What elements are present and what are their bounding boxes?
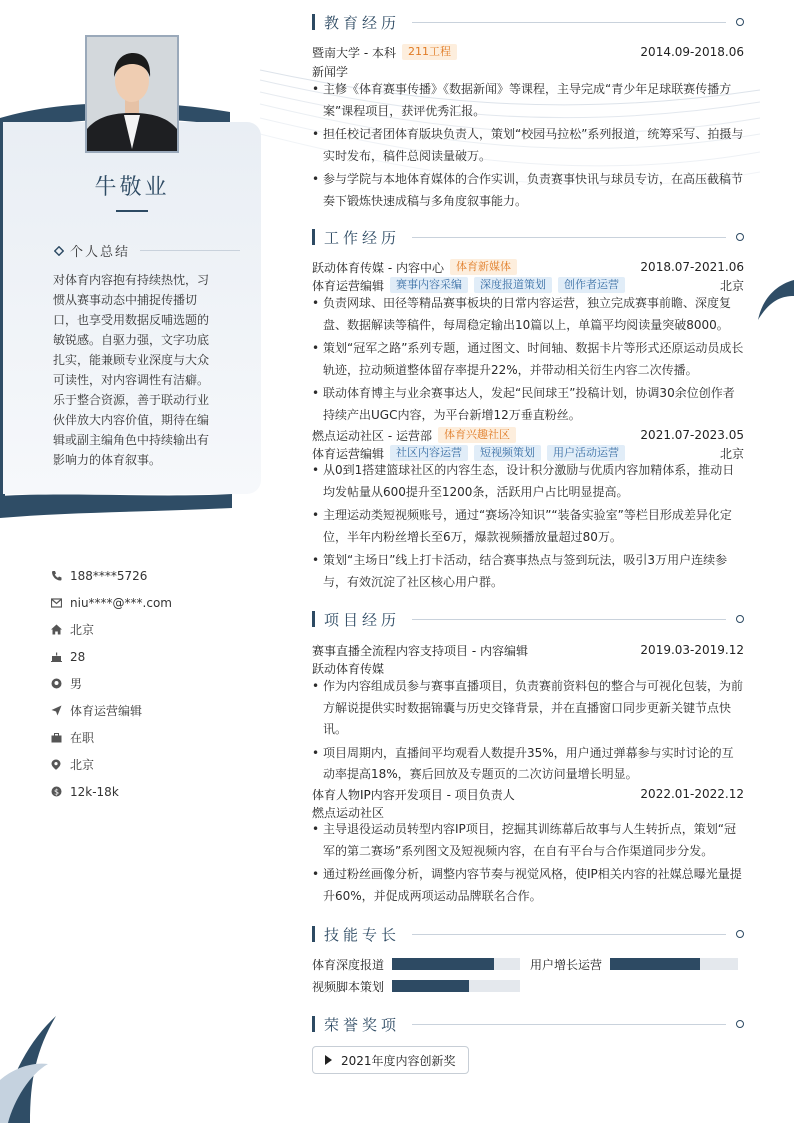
education-major-row (312, 62, 744, 80)
section-title: 教育经历 (324, 13, 401, 32)
company-name: 燃点运动社区 - 运营部 (312, 428, 432, 443)
list-item: • 联动体育博主与业余赛事达人，发起“民间球王”投稿计划，协调30余位创作者持续产出UGC内容，为平台新增12万垂直粉丝。 (312, 383, 744, 426)
section-marker (312, 1016, 315, 1032)
contact-salary (50, 778, 172, 805)
contact-status (50, 724, 172, 751)
section-divider (412, 22, 726, 23)
send-icon (50, 705, 62, 717)
skill-bar-fill (392, 958, 494, 970)
work-city: 北京 (719, 278, 744, 293)
diamond-icon (734, 16, 745, 27)
phone-icon (50, 570, 62, 582)
work-bullets (312, 460, 744, 595)
skill-bar-fill (610, 958, 700, 970)
education-bullets (312, 79, 744, 214)
job-role: 体育运营编辑 (312, 278, 385, 293)
work-header (312, 426, 744, 444)
skill-tag: 创作者运营 (558, 277, 625, 293)
major: 新闻学 (312, 64, 349, 79)
work-date: 2018.07-2021.06 (640, 260, 744, 274)
cake-icon (50, 651, 62, 663)
list-item: • 担任校记者团体育版块负责人，策划“校园马拉松”系列报道，统筹采写、拍摄与实时发布，稿件总阅读量破万。 (312, 124, 744, 167)
list-item: • 作为内容组成员参与赛事直播项目，负责赛前资料包的整合与可视化包装，为前方解说提供实时数据锦囊与历史交锋背景，并在直播窗口同步更新关键节点快讯。 (312, 676, 744, 741)
diamond-icon (734, 613, 745, 624)
list-item: • 主理运动类短视频账号，通过“赛场冷知识”“装备实验室”等栏目形成差异化定位，半年内粉丝增长至6万，爆款视频播放量超过80万。 (312, 505, 744, 548)
education-header (312, 43, 744, 61)
skill-tag: 用户活动运营 (547, 445, 625, 461)
contact-position (50, 697, 172, 724)
skill-bar (392, 980, 520, 992)
company-tag: 体育兴趣社区 (438, 427, 516, 443)
list-item: • 参与学院与本地体育媒体的合作实训，负责赛事快讯与球员专访，在高压截稿节奏下锻炼快速成稿与多角度叙事能力。 (312, 169, 744, 212)
skill-bar-fill (392, 980, 469, 992)
skill-name: 视频脚本策划 (312, 979, 385, 994)
project-bullets (312, 819, 744, 909)
contact-list (50, 562, 172, 805)
location-icon (50, 759, 62, 771)
diamond-icon (734, 231, 745, 242)
list-item: • 策划“冠军之路”系列专题，通过图文、时间轴、数据卡片等形式还原运动员成长轨迹，拉动频道整体留存率提升22%，并带动相关衍生内容二次传播。 (312, 338, 744, 381)
list-item: • 策划“主场日”线上打卡活动，结合赛事热点与签到玩法，吸引3万用户连续参与，有效沉淀了社区核心用户群。 (312, 550, 744, 593)
contact-text: 在职 (70, 731, 95, 745)
award-name: 2021年度内容创新奖 (341, 1053, 456, 1068)
project-bullets (312, 676, 744, 788)
contact-text: 28 (70, 649, 86, 664)
work-header (312, 258, 744, 276)
work-bullets (312, 293, 744, 428)
svg-text:$: $ (53, 787, 59, 797)
contact-phone (50, 562, 172, 589)
education-date: 2014.09-2018.06 (640, 45, 744, 59)
skill-bar (610, 958, 738, 970)
skill-tag: 深度报道策划 (474, 277, 552, 293)
work-city: 北京 (719, 446, 744, 461)
contact-text: 12k-18k (70, 784, 119, 799)
contact-gender (50, 670, 172, 697)
award-badge (312, 1046, 469, 1074)
skills-section-header (312, 924, 744, 944)
awards-section-header (312, 1014, 744, 1034)
job-role: 体育运营编辑 (312, 446, 385, 461)
summary-text: 对体育内容抱有持续热忱，习惯从赛事动态中捕捉传播切口，也享受用数据反哺选题的敏锐感。自驱力强，文字功底扎实，能兼顾专业深度与大众可读性，对内容调性有洁癖。乐于整合资源，善于联动行业伙伴放大内容价值，期待在编辑或副主编角色中持续输出有影响力的体育叙事。 (53, 273, 210, 467)
work-role-row (312, 276, 744, 294)
portrait-image (87, 37, 177, 151)
skill-name: 用户增长运营 (530, 957, 603, 972)
project-org: 燃点运动社区 (312, 805, 385, 820)
skill-tag: 社区内容运营 (390, 445, 468, 461)
work-date: 2021.07-2023.05 (640, 428, 744, 442)
candidate-name: 牛敬业 (94, 175, 170, 200)
section-marker (312, 926, 315, 942)
project-title: 体育人物IP内容开发项目 - 项目负责人 (312, 787, 515, 802)
project-org: 跃动体育传媒 (312, 661, 385, 676)
avatar (85, 35, 179, 153)
contact-text: 体育运营编辑 (70, 704, 143, 718)
name-underline (116, 210, 148, 212)
project-date: 2019.03-2019.12 (640, 643, 744, 657)
briefcase-icon (50, 732, 62, 744)
company-tag: 体育新媒体 (450, 259, 517, 275)
contact-text: 188****5726 (70, 568, 148, 583)
list-item: • 通过粉丝画像分析，调整内容节奏与视觉风格，使IP相关内容的社媒总曝光量提升60%，并促成两项运动品牌联名合作。 (312, 864, 744, 907)
play-icon (325, 1055, 332, 1065)
section-divider (412, 237, 726, 238)
contact-text: niu****@***.com (70, 595, 172, 610)
section-divider (412, 1024, 726, 1025)
list-item: • 主修《体育赛事传播》《数据新闻》等课程，主导完成“青少年足球联赛传播方案”课程项目，获评优秀汇报。 (312, 79, 744, 122)
section-title: 工作经历 (324, 228, 401, 247)
skill-tag: 赛事内容采编 (390, 277, 468, 293)
section-title: 技能专长 (324, 925, 401, 944)
diamond-icon (54, 246, 64, 256)
list-item: • 从0到1搭建篮球社区的内容生态，设计积分激励与优质内容加精体系，推动日均发帖量从600提升至1200条，活跃用户占比明显提高。 (312, 460, 744, 503)
project-header (312, 785, 744, 803)
section-marker (312, 14, 315, 30)
mail-icon (50, 597, 62, 609)
section-title: 项目经历 (324, 610, 401, 629)
contact-text: 北京 (70, 623, 95, 637)
contact-text: 北京 (70, 758, 95, 772)
contact-home (50, 616, 172, 643)
section-marker (312, 229, 315, 245)
contact-age (50, 643, 172, 670)
skill-bar (392, 958, 520, 970)
diamond-icon (734, 1018, 745, 1029)
project-date: 2022.01-2022.12 (640, 787, 744, 801)
project-org-row (312, 659, 744, 677)
summary-heading (54, 241, 130, 260)
section-title: 荣誉奖项 (324, 1015, 401, 1034)
gender-icon (50, 678, 62, 690)
skill-tag: 短视频策划 (474, 445, 541, 461)
salary-icon (50, 786, 62, 798)
education-section-header (312, 12, 744, 32)
summary-divider (140, 250, 240, 251)
work-section-header (312, 227, 744, 247)
list-item: • 主导退役运动员转型内容IP项目，挖掘其训练幕后故事与人生转折点，策划“冠军的第二赛场”系列图文及短视频内容，在自有平台与合作渠道同步分发。 (312, 819, 744, 862)
school-tag: 211工程 (402, 44, 457, 60)
contact-text: 男 (70, 677, 83, 691)
company-name: 跃动体育传媒 - 内容中心 (312, 260, 444, 275)
home-icon (50, 624, 62, 636)
project-title: 赛事直播全流程内容支持项目 - 内容编辑 (312, 643, 528, 658)
section-divider (412, 934, 726, 935)
contact-email[interactable] (50, 589, 172, 616)
contact-location (50, 751, 172, 778)
project-header (312, 641, 744, 659)
skill-name: 体育深度报道 (312, 957, 385, 972)
section-divider (412, 619, 726, 620)
projects-section-header (312, 609, 744, 629)
school-name: 暨南大学 - 本科 (312, 45, 396, 60)
list-item: • 项目周期内，直播间平均观看人数提升35%，用户通过弹幕参与实时讨论的互动率提高18%，赛后回放及专题页的二次访问量增长明显。 (312, 743, 744, 786)
diamond-icon (734, 928, 745, 939)
list-item: • 负责网球、田径等精品赛事板块的日常内容运营，独立完成赛事前瞻、深度复盘、数据解读等稿件，每周稳定输出10篇以上，单篇平均阅读量突破8000。 (312, 293, 744, 336)
section-marker (312, 611, 315, 627)
summary-title: 个人总结 (70, 245, 131, 260)
